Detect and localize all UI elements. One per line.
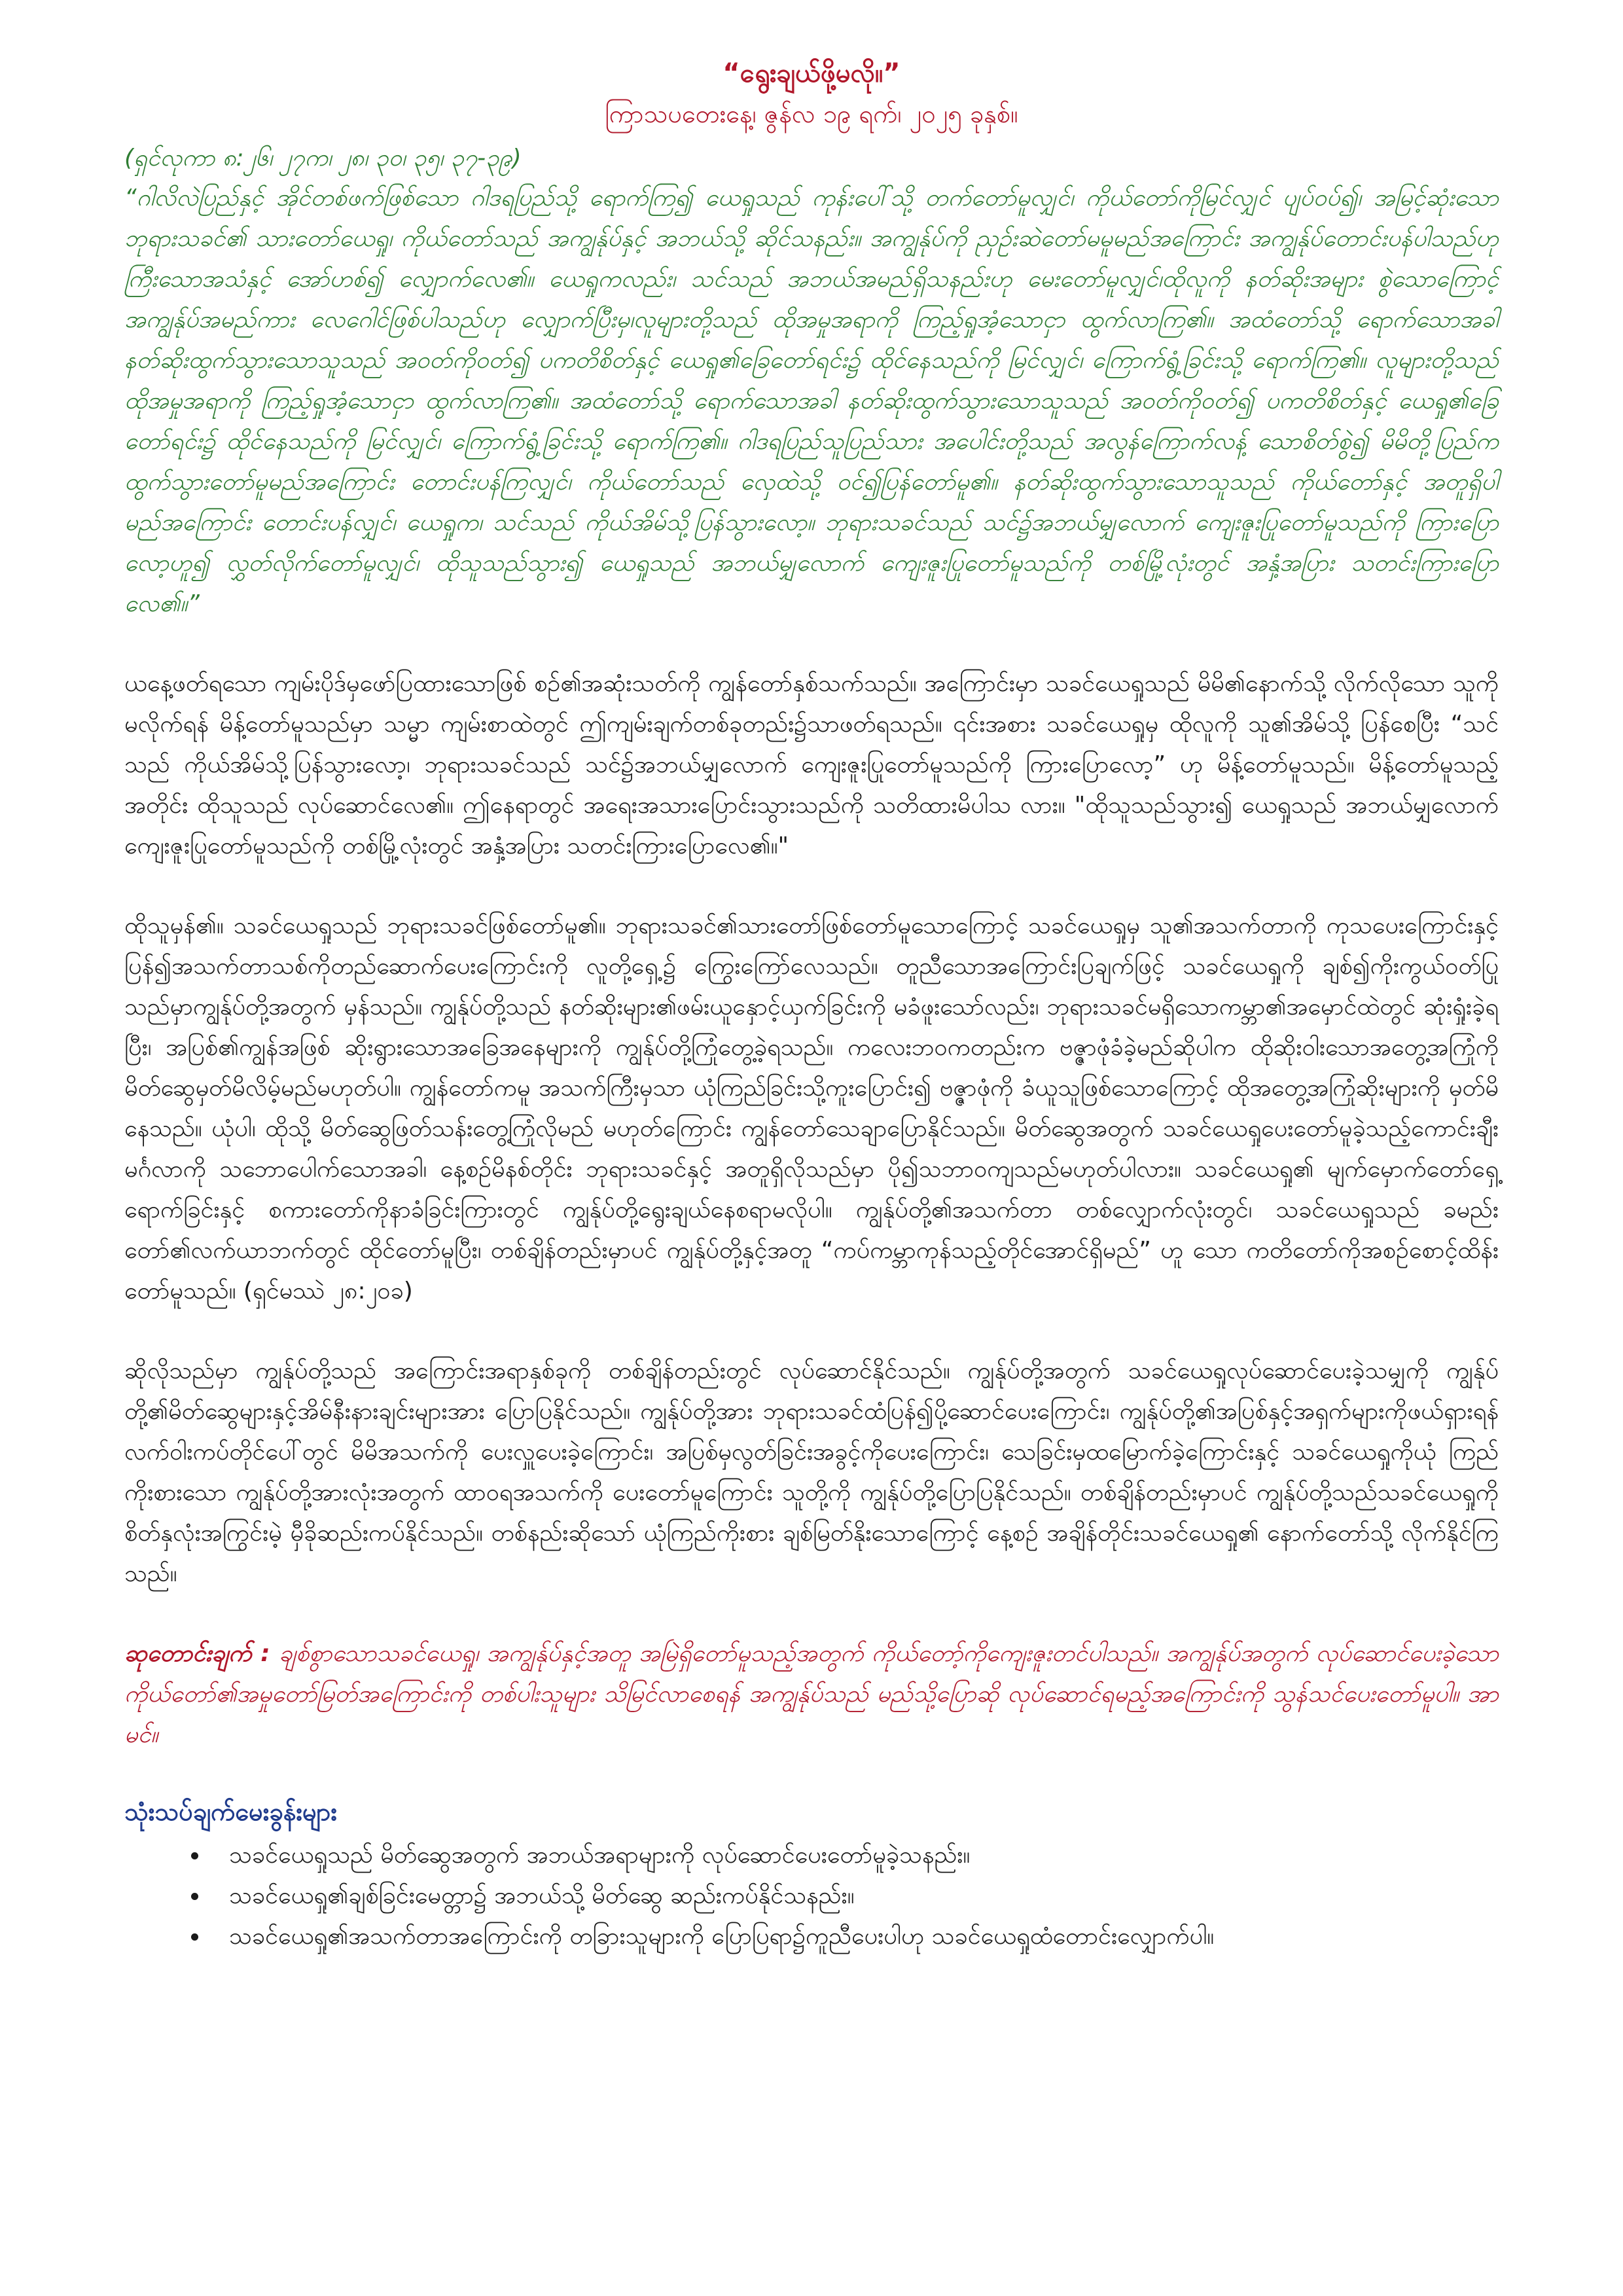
devotional-page [124, 52, 1499, 1957]
date-line: ကြာသပတေးနေ့၊ ဇွန်လ ၁၉ ရက်၊ ၂၀၂၅ ခုနှစ်။ [605, 99, 1018, 128]
prayer-section [124, 1634, 1499, 1755]
body-paragraph-3: ဆိုလိုသည်မှာ ကျွန်ုပ်တို့သည် အကြောင်းအရာနှစ်ခုကို တစ်ချိန်တည်းတွင် လုပ်ဆောင်နိုင်သည်။ ကျွန်ုပ်တို့အတွက် သခင်ယေရှုလုပ်ဆောင်ပေးခဲ့သမျှကို ကျွန်ုပ်တို့၏မိတ်ဆွေများနှင့်အိမ်နီးနားချင်းများအား ပြောပြနိုင်သည်။ ကျွန်ုပ်တို့အား ဘုရားသခင်ထံပြန်၍ပို့ဆောင်ပေးကြောင်း၊ ကျွန်ုပ်တို့၏အပြစ်နှင့်အရှက်များကိုဖယ်ရှားရန် လက်ဝါးကပ်တိုင်ပေါ်တွင် မိမိအသက်ကို ပေးလှူပေးခဲ့ကြောင်း၊ အပြစ်မှလွတ်ခြင်းအခွင့်ကိုပေးကြောင်း၊ သေခြင်းမှထမြောက်ခဲ့ကြောင်းနှင့် သခင်ယေရှုကိုယုံ ကြည်ကိုးစားသော ကျွန်ုပ်တို့အားလုံးအတွက် ထာဝရအသက်ကို ပေးတော်မူကြောင်း သူတို့ကို ကျွန်ုပ်တို့ပြောပြနိုင်သည်။ တစ်ချိန်တည်းမှာပင် ကျွန်ုပ်တို့သည်သခင်ယေရှုကို စိတ်နှလုံးအကြွင်းမဲ့ မှီခိုဆည်းကပ်နိုင်သည်။ တစ်နည်းဆိုသော် ယုံကြည်ကိုးစား ချစ်မြတ်နိုးသောကြောင့် နေ့စဉ် အချိန်တိုင်းသခင်ယေရှု၏ နောက်တော်သို့ လိုက်နိုင်ကြသည်။ [124, 1357, 1499, 1587]
prayer-label: ဆုတောင်းချက် [124, 1640, 252, 1667]
question-item-1: • သခင်ယေရှုသည် မိတ်ဆွေအတွက် အဘယ်အရာများကို လုပ်ဆောင်ပေးတော်မူခဲ့သနည်း။ [209, 1835, 1499, 1876]
question-item-2: • သခင်ယေရှု၏ချစ်ခြင်းမေတ္တာ၌ အဘယ်သို့ မိတ်ဆွေ ဆည်းကပ်နိုင်သနည်း။ [209, 1876, 1499, 1916]
scripture-reference: (ရှင်လုကာ ၈:၂၆၊ ၂၇က၊ ၂၈၊ ၃၀၊ ၃၅၊ ၃၇-၃၉) [124, 145, 522, 171]
questions-list [124, 1835, 1499, 1957]
body-paragraph-2: ထိုသူမှန်၏။ သခင်ယေရှုသည် ဘုရားသခင်ဖြစ်တော်မူ၏။ ဘုရားသခင်၏သားတော်ဖြစ်တော်မူသောကြောင့် သခင်ယေရှုမှ သူ၏အသက်တာကို ကုသပေးကြောင်းနှင့် ပြန်၍အသက်တာသစ်ကိုတည်ဆောက်ပေးကြောင်းကို လူတို့ရှေ့၌ ကြွေးကြော်လေသည်။ တူညီသောအကြောင်းပြချက်ဖြင့် သခင်ယေရှုကို ချစ်၍ကိုးကွယ်ဝတ်ပြုသည်မှာကျွန်ုပ်တို့အတွက် မှန်သည်။ ကျွန်ုပ်တို့သည် နတ်ဆိုးများ၏ဖမ်းယူနှောင့်ယှက်ခြင်းကို မခံဖူးသော်လည်း၊ ဘုရားသခင်မရှိသောကမ္ဘာ၏အမှောင်ထဲတွင် ဆုံးရှုံးခဲ့ရပြီး၊ အပြစ်၏ကျွန်အဖြစ် ဆိုးရွားသောအခြေအနေများကို ကျွန်ုပ်တို့ကြုံတွေ့ခဲ့ရသည်။ ကလေးဘဝကတည်းက ဗဇ္ဇာဖုံခံခဲ့မည်ဆိုပါက ထိုဆိုးဝါးသောအတွေ့အကြုံကို မိတ်ဆွေမှတ်မိလိမ့်မည်မဟုတ်ပါ။ ကျွန်တော်ကမူ အသက်ကြီးမှသာ ယုံကြည်ခြင်းသို့ကူးပြောင်း၍ ဗဇ္ဇာဖုံကို ခံယူသူဖြစ်သောကြောင့် ထိုအတွေ့အကြုံဆိုးများကို မှတ်မိနေသည်။ ယုံပါ၊ ထိုသို့ မိတ်ဆွေဖြတ်သန်းတွေ့ကြုံလိုမည် မဟုတ်ကြောင်း ကျွန်တော်သေချာပြောနိုင်သည်။ မိတ်ဆွေအတွက် သခင်ယေရှုပေးတော်မူခဲ့သည့်ကောင်းချီးမင်္ဂလာကို သဘောပေါက်သောအခါ၊ နေ့စဉ်မိနစ်တိုင်း ဘုရားသခင်နှင့် အတူရှိလိုသည်မှာ ပို၍သဘာဝကျသည်မဟုတ်ပါလား။ သခင်ယေရှု၏ မျက်မှောက်တော်ရှေ့ရောက်ခြင်းနှင့် စကားတော်ကိုနာခံခြင်းကြားတွင် ကျွန်ုပ်တို့ရွေးချယ်နေစရာမလိုပါ။ ကျွန်ုပ်တို့၏အသက်တာ တစ်လျှောက်လုံးတွင်၊ သခင်ယေရှုသည် ခမည်းတော်၏လက်ယာဘက်တွင် ထိုင်တော်မူပြီး၊ တစ်ချိန်တည်းမှာပင် ကျွန်ုပ်တို့နှင့်အတူ “ကပ်ကမ္ဘာကုန်သည့်တိုင်အောင်ရှိမည်” ဟူ သော ကတိတော်ကိုအစဉ်စောင့်ထိန်းတော်မူသည်။ (ရှင်မဿဲ ၂၈:၂၀ခ) [124, 912, 1499, 1304]
body-paragraph-1: ယနေ့ဖတ်ရသော ကျမ်းပိုဒ်မှဖော်ပြထားသောဖြစ် စဉ်၏အဆုံးသတ်ကို ကျွန်တော်နှစ်သက်သည်။ အကြောင်းမှာ သခင်ယေရှုသည် မိမိ၏နောက်သို့ လိုက်လိုသော သူကို မလိုက်ရန် မိန့်တော်မူသည်မှာ သမ္မာ ကျမ်းစာထဲတွင် ဤကျမ်းချက်တစ်ခုတည်း၌သာဖတ်ရသည်။ ၎င်းအစား သခင်ယေရှုမှ ထိုလူကို သူ၏အိမ်သို့ ပြန်စေပြီး “သင်သည် ကိုယ်အိမ်သို့ပြန်သွားလော့၊ ဘုရားသခင်သည် သင်၌အဘယ်မျှလောက် ကျေးဇူးပြုတော်မူသည်ကို ကြားပြောလော့” ဟု မိန့်တော်မူသည်။ မိန့်တော်မူသည့်အတိုင်း ထိုသူသည် လုပ်ဆောင်လေ၏။ ဤနေရာတွင် အရေးအသားပြောင်းသွားသည်ကို သတိထားမိပါသ လား။ "ထိုသူသည်သွား၍ ယေရှုသည် အဘယ်မျှလောက် ကျေးဇူးပြုတော်မူသည်ကို တစ်မြို့လုံးတွင် အနှံ့အပြား သတင်းကြားပြောလေ၏။" [124, 670, 1499, 859]
questions-title: သုံးသပ်ချက်မေးခွန်းများ [124, 1797, 338, 1826]
page-title: “ရွေးချယ်ဖို့မလို။” [722, 58, 901, 88]
prayer-separator: : [251, 1640, 279, 1667]
scripture-text: “ဂါလိလဲပြည်နှင့် အိုင်တစ်ဖက်ဖြစ်သော ဂါဒရပြည်သို့ ရောက်ကြ၍ ယေရှုသည် ကုန်းပေါ်သို့ တက်တော်မူလျှင်၊ ကိုယ်တော်ကိုမြင်လျှင် ပျပ်ဝပ်၍၊ အမြင့်ဆုံးသောဘုရားသခင်၏ သားတော်ယေရှု၊ ကိုယ်တော်သည် အကျွန်ုပ်နှင့် အဘယ်သို့ ဆိုင်သနည်း။ အကျွန်ုပ်ကို ညှဉ်းဆဲတော်မမူမည်အကြောင်း အကျွန်ုပ်တောင်းပန်ပါသည်ဟု ကြီးသောအသံနှင့် အော်ဟစ်၍ လျှောက်လေ၏။ ယေရှုကလည်း၊ သင်သည် အဘယ်အမည်ရှိသနည်းဟု မေးတော်မူလျှင်၊ထိုလူကို နတ်ဆိုးအများ စွဲသောကြောင့် အကျွန်ုပ်အမည်ကား လေဂေါင်ဖြစ်ပါသည်ဟု လျှောက်ပြီးမှ၊လူများတို့သည် ထိုအမှုအရာကို ကြည့်ရှုအံ့သောငှာ ထွက်လာကြ၏။ အထံတော်သို့ ရောက်သောအခါ နတ်ဆိုးထွက်သွားသောသူသည် အဝတ်ကိုဝတ်၍ ပကတိစိတ်နှင့် ယေရှု၏ခြေတော်ရင်း၌ ထိုင်နေသည်ကို မြင်လျှင်၊ ကြောက်ရွံ့ခြင်းသို့ ရောက်ကြ၏။ လူများတို့သည် ထိုအမှုအရာကို ကြည့်ရှုအံ့သောငှာ ထွက်လာကြ၏။ အထံတော်သို့ ရောက်သောအခါ နတ်ဆိုးထွက်သွားသောသူသည် အဝတ်ကိုဝတ်၍ ပကတိစိတ်နှင့် ယေရှု၏ခြေတော်ရင်း၌ ထိုင်နေသည်ကို မြင်လျှင်၊ ကြောက်ရွံ့ခြင်းသို့ ရောက်ကြ၏။ ဂါဒရပြည်သူပြည်သား အပေါင်းတို့သည် အလွန်ကြောက်လန့် သောစိတ်စွဲ၍ မိမိတို့ပြည်က ထွက်သွားတော်မူမည်အကြောင်း တောင်းပန်ကြလျှင်၊ ကိုယ်တော်သည် လှေထဲသို့ ဝင်၍ပြန်တော်မူ၏။ နတ်ဆိုးထွက်သွားသောသူသည် ကိုယ်တော်နှင့် အတူရှိပါမည်အကြောင်း တောင်းပန်လျှင်၊ ယေရှုက၊ သင်သည် ကိုယ်အိမ်သို့ပြန်သွားလော့။ ဘုရားသခင်သည် သင်၌အဘယ်မျှလောက် ကျေးဇူးပြုတော်မူသည်ကို ကြားပြောလော့ဟူ၍ လွှတ်လိုက်တော်မူလျှင်၊ ထိုသူသည်သွား၍ ယေရှုသည် အဘယ်မျှလောက် ကျေးဇူးပြုတော်မူသည်ကို တစ်မြို့လုံးတွင် အနှံ့အပြား သတင်းကြားပြောလေ၏။” [124, 185, 1499, 617]
question-item-3: • သခင်ယေရှု၏အသက်တာအကြောင်းကို တခြားသူများကို ပြောပြရာ၌ကူညီပေးပါဟု သခင်ယေရှုထံတောင်းလျှောက်ပါ။ [209, 1916, 1499, 1957]
prayer-text: ချစ်စွာသောသခင်ယေရှု၊ အကျွန်ုပ်နှင့်အတူ အမြဲရှိတော်မူသည့်အတွက် ကိုယ်တော့်ကိုကျေးဇူးတင်ပါသည်။ အကျွန်ုပ်အတွက် လုပ်ဆောင်ပေးခဲ့သော ကိုယ်တော်၏အမှုတော်မြတ်အကြောင်းကို တစ်ပါးသူများ သိမြင်လာစေရန် အကျွန်ုပ်သည် မည်သို့ပြောဆို လုပ်ဆောင်ရမည့်အကြောင်းကို သွန်သင်ပေးတော်မူပါ။ အာမင်။ [124, 1640, 1499, 1748]
